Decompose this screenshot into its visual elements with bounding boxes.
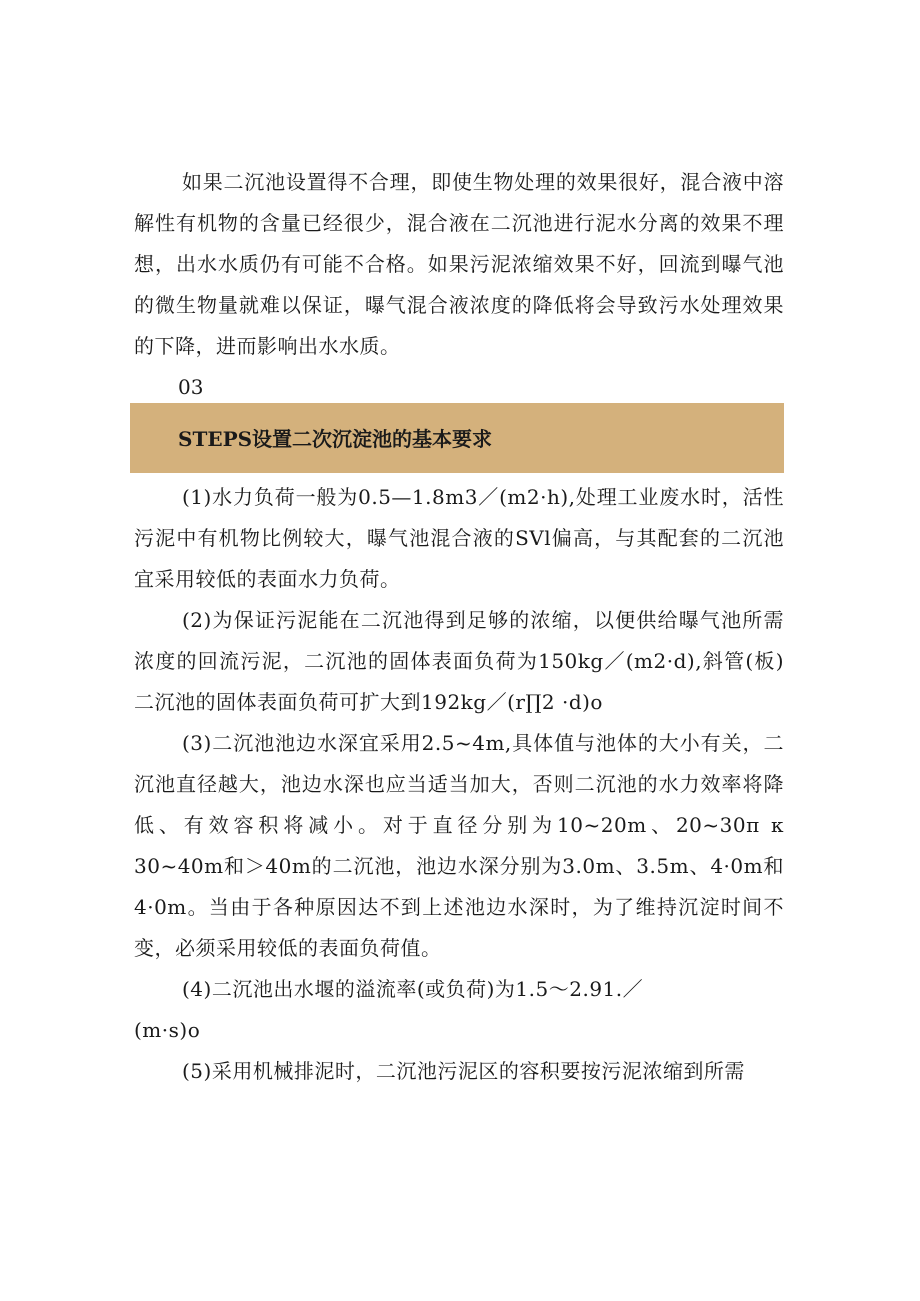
requirement-2-paragraph: (2)为保证污泥能在二沉池得到足够的浓缩，以便供给曝气池所需浓度的回流污泥，二沉池的固体表面负荷为150kg／(m2·d),斜管(板)二沉池的固体表面负荷可扩大到192kg／(r∏2 ·d)o <box>134 608 784 714</box>
requirement-5-paragraph: (5)采用机械排泥时，二沉池污泥区的容积要按污泥浓缩到所需 <box>182 1059 745 1083</box>
intro-paragraph: 如果二沉池设置得不合理，即使生物处理的效果很好，混合液中溶解性有机物的含量已经很少，混合液在二沉池进行泥水分离的效果不理想，出水水质仍有可能不合格。如果污泥浓缩效果不好，回流到曝气池的微生物量就难以保证，曝气混合液浓度的降低将会导致污水处理效果的下降，进而影响出水水质。 <box>134 170 784 358</box>
requirement-4-line-2: (m·s)o <box>134 1018 201 1042</box>
requirement-4-line-1: (4)二沉池出水堰的溢流率(或负荷)为1.5～2.91.／ <box>182 977 644 1001</box>
section-number: 03 <box>178 375 204 399</box>
section-title: STEPS设置二次沉淀池的基本要求 <box>178 427 493 451</box>
requirement-3-paragraph: (3)二沉池池边水深宜采用2.5~4m,具体值与池体的大小有关，二沉池直径越大，池边水深也应当适当加大，否则二沉池的水力效率将降低、有效容积将减小。对于直径分别为10~20m、20~30π κ 30~40m和＞40m的二沉池，池边水深分别为3.0m、3.5m、4·0m和4·0m。当由于各种原因达不到上述池边水深时，为了维持沉淀时间不变，必须采用较低的表面负荷值。 <box>134 731 784 960</box>
requirement-1-paragraph: (1)水力负荷一般为0.5—1.8m3／(m2·h),处理工业废水时，活性污泥中有机物比例较大，曝气池混合液的SVl偏高，与其配套的二沉池宜采用较低的表面水力负荷。 <box>134 485 784 591</box>
section-banner <box>130 403 784 473</box>
